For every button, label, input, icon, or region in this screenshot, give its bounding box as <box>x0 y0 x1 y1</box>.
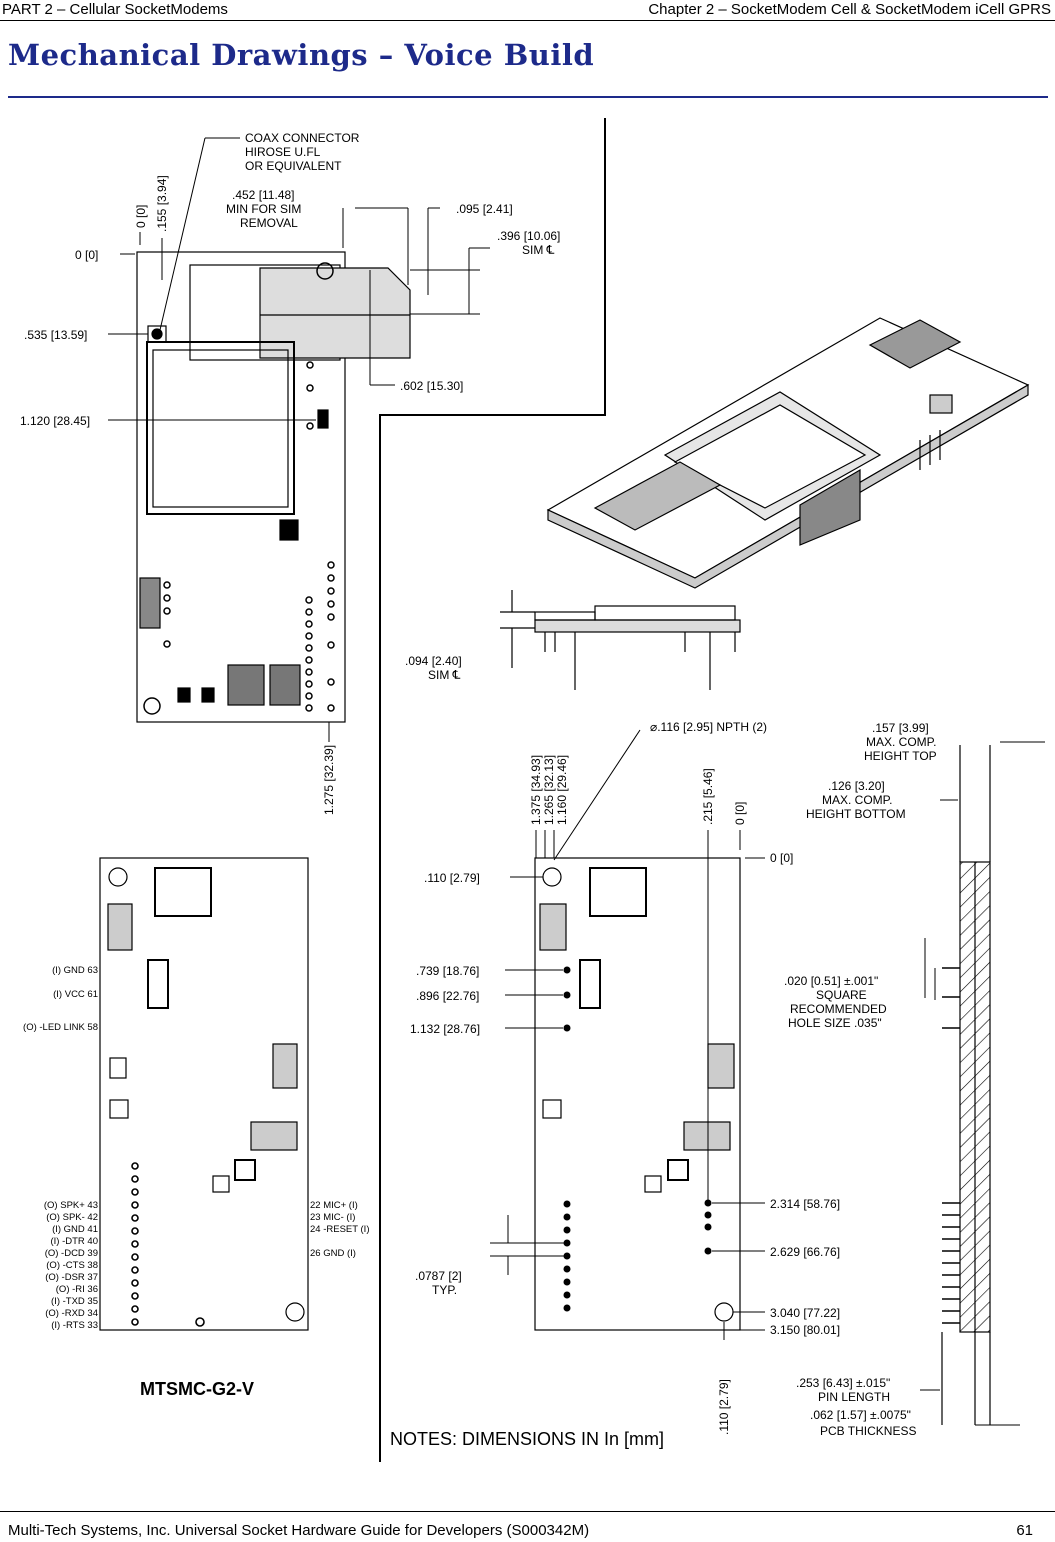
pin-label-dcd-39: (O) -DCD 39 <box>44 1248 98 1259</box>
dim-1160: 1.160 [29.46] <box>555 754 569 825</box>
pin-view-pins <box>132 1163 204 1326</box>
side-view-labels <box>405 654 462 682</box>
pin-square-3: RECOMMENDED <box>790 1002 887 1016</box>
pin-label-mic-minus-23: 23 MIC- (I) <box>310 1212 356 1223</box>
sim-removal-2: MIN FOR SIM <box>226 202 302 216</box>
dim-view-labels <box>410 720 840 1435</box>
dim-215: .215 [5.46] <box>701 768 715 825</box>
profile-pins <box>942 968 960 1323</box>
pin-label-reset-24: 24 -RESET (I) <box>310 1224 370 1235</box>
pin-label-dtr-40: (I) -DTR 40 <box>50 1236 98 1247</box>
coax-label-3: OR EQUIVALENT <box>245 159 342 173</box>
dim-110: .110 [2.79] <box>424 871 480 885</box>
pin-square-4: HOLE SIZE .035" <box>788 1016 882 1030</box>
pin-length-1: .253 [6.43] ±.015" <box>796 1376 891 1390</box>
dim-739: .739 [18.76] <box>416 964 480 978</box>
pin-label-rts-33: (I) -RTS 33 <box>51 1320 98 1331</box>
pin-label-mic-plus-22: 22 MIC+ (I) <box>310 1200 358 1211</box>
dim-1120: 1.120 [28.45] <box>20 414 91 428</box>
pin-view-labels <box>23 965 369 1331</box>
header-right: Chapter 2 – SocketModem Cell & SocketModem iCell GPRS <box>648 1 1051 18</box>
height-bottom-3: HEIGHT BOTTOM <box>806 807 906 821</box>
pin-label-vcc-61: (I) VCC 61 <box>53 989 98 1000</box>
pin-label-txd-35: (I) -TXD 35 <box>51 1296 98 1307</box>
height-bottom-1: .126 [3.20] <box>828 779 885 793</box>
height-top-3: HEIGHT TOP <box>864 749 937 763</box>
dim-2629: 2.629 [66.76] <box>770 1245 841 1259</box>
top-view-board <box>137 252 410 722</box>
pin-label-gnd-63: (I) GND 63 <box>52 965 98 976</box>
pin-label-rxd-34: (O) -RXD 34 <box>45 1308 98 1319</box>
pin-label-spk-plus-43: (O) SPK+ 43 <box>43 1200 98 1211</box>
dim-1265: 1.265 [32.13] <box>542 754 556 825</box>
page-footer <box>0 1511 1055 1542</box>
dim-2314: 2.314 [58.76] <box>770 1197 841 1211</box>
pin-label-ri-36: (O) -RI 36 <box>55 1284 98 1295</box>
dim-110-bottom: .110 [2.79] <box>717 1379 731 1435</box>
dim-602: .602 [15.30] <box>400 379 464 393</box>
dim-155: .155 [3.94] <box>155 175 169 232</box>
dim-095: .095 [2.41] <box>456 202 513 216</box>
dim-zero-left: 0 [0] <box>75 248 99 262</box>
dim-zero-top: 0 [0] <box>134 204 148 228</box>
pin-view-board <box>100 858 308 1330</box>
footer-left: Multi-Tech Systems, Inc. Universal Socket Hardware Guide for Developers (S000342M) <box>8 1522 590 1539</box>
dim-0787: .0787 [2] <box>415 1269 462 1283</box>
dim-zero-vert: 0 [0] <box>733 801 747 825</box>
dim-3150: 3.150 [80.01] <box>770 1323 841 1337</box>
pin-label-gnd-26: 26 GND (I) <box>310 1248 356 1259</box>
dim-896: .896 [22.76] <box>416 989 480 1003</box>
npth-label: ⌀.116 [2.95] NPTH (2) <box>650 720 768 734</box>
dim-535: .535 [13.59] <box>24 328 88 342</box>
pin-square-1: .020 [0.51] ±.001" <box>784 974 879 988</box>
dim-1375: 1.375 [34.93] <box>529 754 543 825</box>
isometric-view <box>548 318 1028 588</box>
side-view <box>500 590 740 690</box>
sim-cl-label: SIM ℄ <box>522 243 555 257</box>
page-title: Mechanical Drawings – Voice Build <box>8 38 595 72</box>
height-top-2: MAX. COMP. <box>866 735 937 749</box>
page-number: 61 <box>1016 1522 1033 1539</box>
dim-zero-right: 0 [0] <box>770 851 794 865</box>
height-top-1: .157 [3.99] <box>872 721 929 735</box>
height-bottom-2: MAX. COMP. <box>822 793 893 807</box>
pin-label-cts-38: (O) -CTS 38 <box>46 1260 98 1271</box>
sim-removal-1: .452 [11.48] <box>232 188 295 202</box>
coax-label-2: HIROSE U.FL <box>245 145 321 159</box>
dim-094: .094 [2.40] <box>405 654 462 668</box>
pcb-thickness-1: .062 [1.57] ±.0075" <box>810 1408 911 1422</box>
dim-396: .396 [10.06] <box>497 229 561 243</box>
pin-label-led-58: (O) -LED LINK 58 <box>23 1022 98 1033</box>
sim-removal-3: REMOVAL <box>240 216 298 230</box>
dim-1275: 1.275 [32.39] <box>322 744 336 815</box>
pcb-thickness-2: PCB THICKNESS <box>820 1424 917 1438</box>
coax-label-1: COAX CONNECTOR <box>245 131 360 145</box>
frame-line <box>380 118 605 1462</box>
pin-square-2: SQUARE <box>816 988 867 1002</box>
dim-3040: 3.040 [77.22] <box>770 1306 841 1320</box>
dim-typ: TYP. <box>432 1283 458 1297</box>
dim-1132: 1.132 [28.76] <box>410 1022 481 1036</box>
pin-label-dsr-37: (O) -DSR 37 <box>45 1272 98 1283</box>
pin-label-gnd-41: (I) GND 41 <box>52 1224 98 1235</box>
notes-label: NOTES: DIMENSIONS IN In [mm] <box>390 1429 665 1449</box>
top-view-labels <box>20 131 560 815</box>
sim-cl-side: SIM ℄ <box>428 668 461 682</box>
header-left: PART 2 – Cellular SocketModems <box>2 1 228 18</box>
pin-length-2: PIN LENGTH <box>818 1390 891 1404</box>
pin-label-spk-minus-42: (O) SPK- 42 <box>46 1212 98 1223</box>
model-name: MTSMC-G2-V <box>140 1379 254 1399</box>
